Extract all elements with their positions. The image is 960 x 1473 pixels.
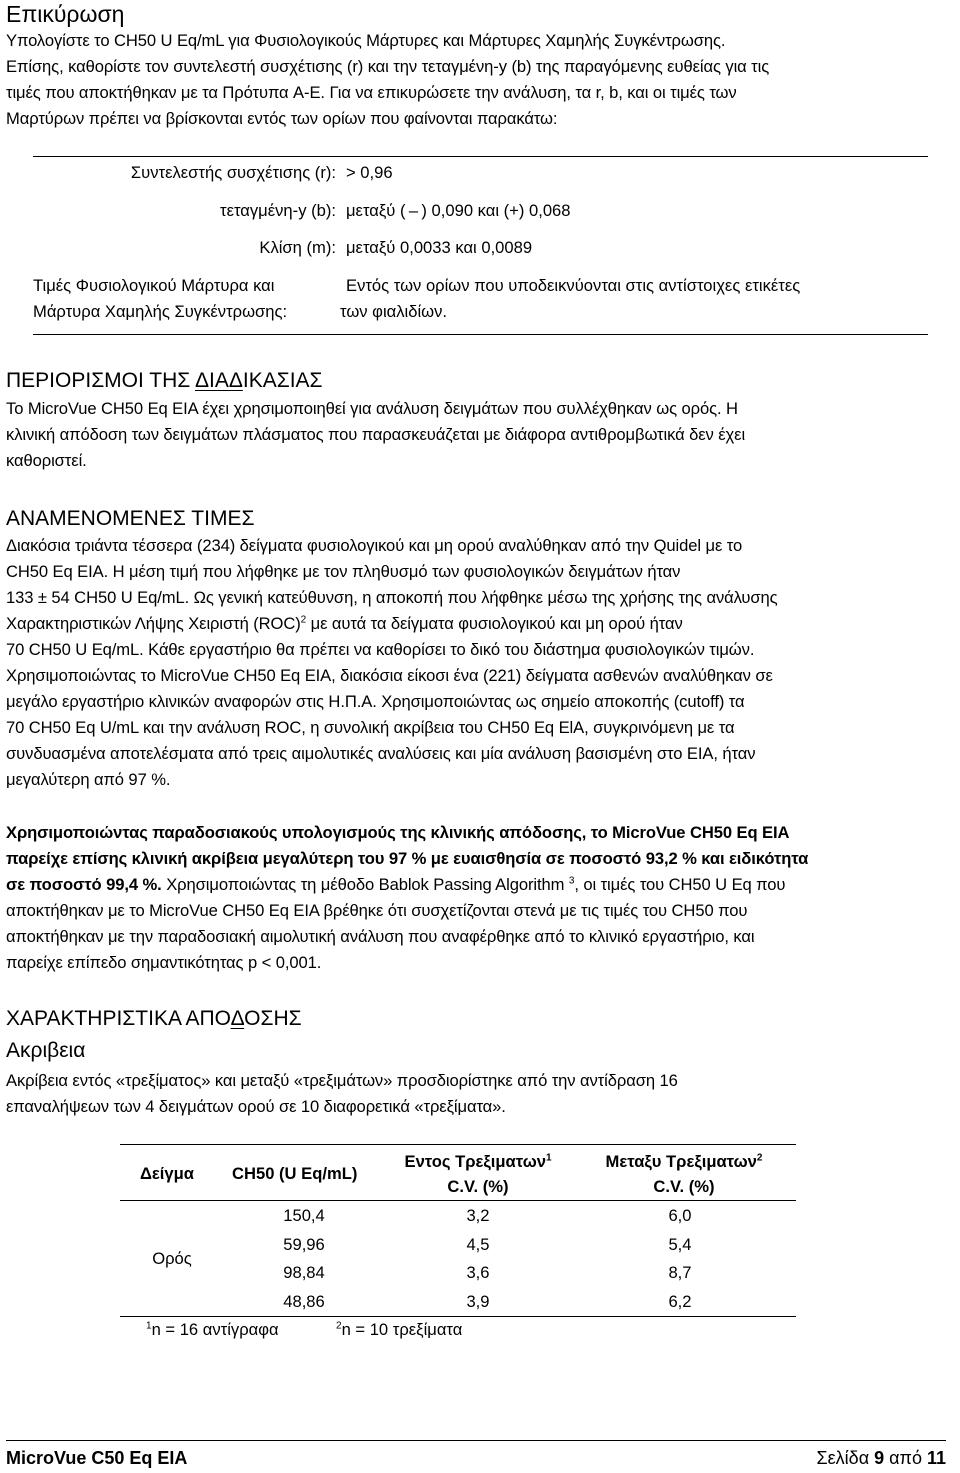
text-line: 70 CH50 U Eq/mL. Κάθε εργαστήριο θα πρέπει να καθορίσει το δικό του διάστημα φυσιολογικών τιμών. [6, 640, 755, 659]
table-cell: 3,6 [466, 1263, 490, 1282]
heading-part: ΔΙΑΔ [194, 369, 243, 392]
b-label: τεταγμένη-y (b): [220, 201, 336, 220]
page-word: Σελίδα [816, 1448, 875, 1468]
text-line: CH50 Eq EIA. Η μέση τιμή που λήφθηκε με τον πληθυσμό των φυσιολογικών δειγμάτων ήταν [6, 562, 681, 581]
text-line: Ακρίβεια εντός «τρεξίματος» και μεταξύ «τρεξιμάτων» προσδιορίστηκε από την αντίδραση 16 [6, 1071, 678, 1090]
controls-label: Τιμές Φυσιολογικού Μάρτυρα και [33, 276, 275, 295]
text-line [6, 872, 808, 898]
table-cell: 4,5 [466, 1235, 490, 1254]
heading-part: ΙΚΑΣΙΑΣ [242, 369, 323, 392]
text-part: με αυτά τα δείγματα φυσιολογικού και μη ορού ήταν [306, 614, 683, 633]
of-word: από [884, 1448, 927, 1468]
limitations-paragraph [6, 396, 745, 474]
heading-part: ΠΕΡΙΟΡΙΣΜΟΙ ΤΗΣ [6, 369, 195, 392]
text-line: επαναλήψεων των 4 δειγμάτων ορού σε 10 διαφορετικά «τρεξίματα». [6, 1097, 506, 1116]
text-line: 133 ± 54 CH50 U Eq/mL. Ως γενική κατεύθυνση, η αποκοπή που λήφθηκε μέσω της χρήσης της ανάλυσης [6, 588, 778, 607]
table-cell: 150,4 [283, 1206, 325, 1225]
text-line: Διακόσια τριάντα τέσσερα (234) δείγματα φυσιολογικού και μη ορού αναλύθηκαν από την Quidel με το [6, 536, 743, 555]
table-header-rule [120, 1200, 796, 1201]
text-line [6, 820, 808, 846]
table-footnote-1 [146, 1318, 279, 1342]
footnote-ref: 2 [300, 614, 307, 626]
text-line: παρείχε επίπεδο σημαντικότητας p < 0,001. [6, 953, 322, 972]
r-value: > 0,96 [346, 163, 393, 182]
header-text: Μεταξυ Τρεξιματων [605, 1152, 757, 1171]
header-sample: Δείγμα [140, 1164, 194, 1183]
text-part: Χρησιμοποιώντας τη μέθοδο Bablok Passing Algorithm [161, 875, 569, 894]
table-top-rule [120, 1144, 796, 1145]
bold-text: σε ποσοστό 99,4 %. [6, 875, 162, 894]
footnote-ref: 3 [568, 875, 575, 887]
validation-paragraph [6, 28, 769, 132]
m-value: μεταξύ 0,0033 και 0,0089 [346, 238, 533, 257]
text-line [6, 611, 778, 637]
text-line: αποκτήθηκαν με το MicroVue CH50 Eq EIA βρέθηκε ότι συσχετίζονται στενά με τις τιμές του CH50 που [6, 901, 748, 920]
precision-subheading: Ακριβεια [6, 1039, 86, 1062]
precision-paragraph [6, 1068, 678, 1120]
table-cell: 59,96 [283, 1235, 325, 1254]
text-line [6, 846, 808, 872]
m-label: Κλίση (m): [259, 238, 336, 257]
validation-heading: Επικύρωση [6, 1, 125, 27]
text-line: μεγάλο εργαστήριο κλινικών αναφορών στις Η.Π.Α. Χρησιμοποιώντας ως σημείο αποκοπής (cutoff) τα [6, 692, 745, 711]
table-cell: 8,7 [668, 1263, 692, 1282]
footnote-ref: 2 [336, 1320, 342, 1332]
table-cell: 48,86 [283, 1292, 325, 1311]
heading-part: Δ [230, 1007, 245, 1030]
table-cell: 3,9 [466, 1292, 490, 1311]
bold-text: παρείχε επίσης κλινική ακρίβεια μεγαλύτερη του 97 % με ευαισθησία σε ποσοστό 93,2 % και ειδικότητα [6, 849, 809, 868]
footer-page-number [817, 1446, 946, 1470]
divider [33, 334, 928, 335]
divider [33, 156, 928, 157]
sample-name-cell: Ορός [152, 1249, 192, 1268]
clinical-paragraph [6, 820, 808, 976]
expected-paragraph [6, 533, 778, 793]
controls-value: των φιαλιδίων. [340, 302, 447, 321]
table-cell: 5,4 [668, 1235, 692, 1254]
header-ch50: CH50 (U Eq/mL) [232, 1164, 358, 1183]
header-inter-cv: C.V. (%) [653, 1177, 715, 1196]
footnote-text: n = 16 αντίγραφα [151, 1320, 279, 1339]
table-cell: 98,84 [283, 1263, 325, 1282]
text-part: Χαρακτηριστικών Λήψης Χειριστή (ROC) [6, 614, 301, 633]
text-line: Χρησιμοποιώντας το MicroVue CH50 Eq EIA, διακόσια είκοσι ένα (221) δείγματα ασθενών αναλύθηκαν σε [6, 666, 773, 685]
text-line: καθοριστεί. [6, 451, 87, 470]
controls-label: Μάρτυρα Χαμηλής Συγκέντρωσης: [33, 302, 288, 321]
table-cell: 6,2 [668, 1292, 692, 1311]
heading-part: ΟΣΗΣ [244, 1007, 302, 1030]
b-value: μεταξύ ( – ) 0,090 και (+) 0,068 [346, 201, 571, 220]
page-total: 11 [926, 1448, 946, 1468]
controls-value: Εντός των ορίων που υποδεικνύονται στις αντίστοιχες ετικέτες [346, 276, 801, 295]
bold-text: Χρησιμοποιώντας παραδοσιακούς υπολογισμούς της κλινικής απόδοσης, το MicroVue CH50 Eq EIA [6, 823, 790, 842]
heading-part: ΧΑΡΑΚΤΗΡΙΣΤΙΚΑ ΑΠΟ [6, 1007, 231, 1030]
text-line: μεγαλύτερη από 97 %. [6, 770, 171, 789]
text-line: συνδυασμένα αποτελέσματα από τρεις αιμολυτικές αναλύσεις και μία ανάλυση βασισμένη στο EIA, ήταν [6, 744, 756, 763]
page-current: 9 [874, 1448, 885, 1468]
text-line: αποκτήθηκαν με την παραδοσιακή αιμολυτική ανάλυση που αναφέρθηκε από το κλινικό εργαστήριο, και [6, 927, 755, 946]
limitations-heading [6, 368, 323, 394]
footnote-ref: 2 [756, 1152, 763, 1164]
table-cell: 6,0 [668, 1206, 692, 1225]
footnote-ref: 1 [545, 1152, 552, 1164]
footnote-text: n = 10 τρεξίματα [341, 1320, 463, 1339]
footer-product: MicroVue C50 Eq EIA [6, 1448, 188, 1468]
header-intra-cv: C.V. (%) [447, 1177, 509, 1196]
text-line: Μαρτύρων πρέπει να βρίσκονται εντός των ορίων που φαίνονται παρακάτω: [6, 109, 558, 128]
table-cell: 3,2 [466, 1206, 490, 1225]
header-inter [586, 1150, 782, 1174]
expected-heading: ΑΝΑΜΕΝΟΜΕΝΕΣ ΤΙΜΕΣ [6, 507, 255, 530]
text-line: κλινική απόδοση των δειγμάτων πλάσματος που παρασκευάζεται με διάφορα αντιθρομβωτικά δεν έχει [6, 425, 746, 444]
table-footnote-2 [336, 1318, 462, 1342]
text-line: Επίσης, καθορίστε τον συντελεστή συσχέτισης (r) και την τεταγμένη-y (b) της παραγόμενης ευθείας για τις [6, 57, 770, 76]
text-part: , οι τιμές του CH50 U Eq που [574, 875, 786, 894]
footnote-ref: 1 [146, 1320, 152, 1332]
text-line: 70 CH50 Eq U/mL και την ανάλυση ROC, η συνολική ακρίβεια του CH50 Eq ElA, συγκρινόμενη με τα [6, 718, 735, 737]
table-bottom-rule [120, 1316, 796, 1317]
text-line: τιμές που αποκτήθηκαν με τα Πρότυπα A-E. Για να επικυρώσετε την ανάλυση, τα r, b, και οι τιμές των [6, 83, 737, 102]
performance-heading [6, 1006, 302, 1032]
r-label: Συντελεστής συσχέτισης (r): [130, 163, 336, 182]
header-text: Εντος Τρεξιματων [404, 1152, 546, 1171]
text-line: Υπολογίστε το CH50 U Eq/mL για Φυσιολογικούς Μάρτυρες και Μάρτυρες Χαμηλής Συγκέντρωσης. [6, 31, 726, 50]
text-line: Το MicroVue CH50 Eq EIA έχει χρησιμοποιηθεί για ανάλυση δειγμάτων που συλλέχθηκαν ως ορός. Η [6, 399, 738, 418]
header-intra [390, 1150, 566, 1174]
footer-rule [6, 1440, 946, 1441]
